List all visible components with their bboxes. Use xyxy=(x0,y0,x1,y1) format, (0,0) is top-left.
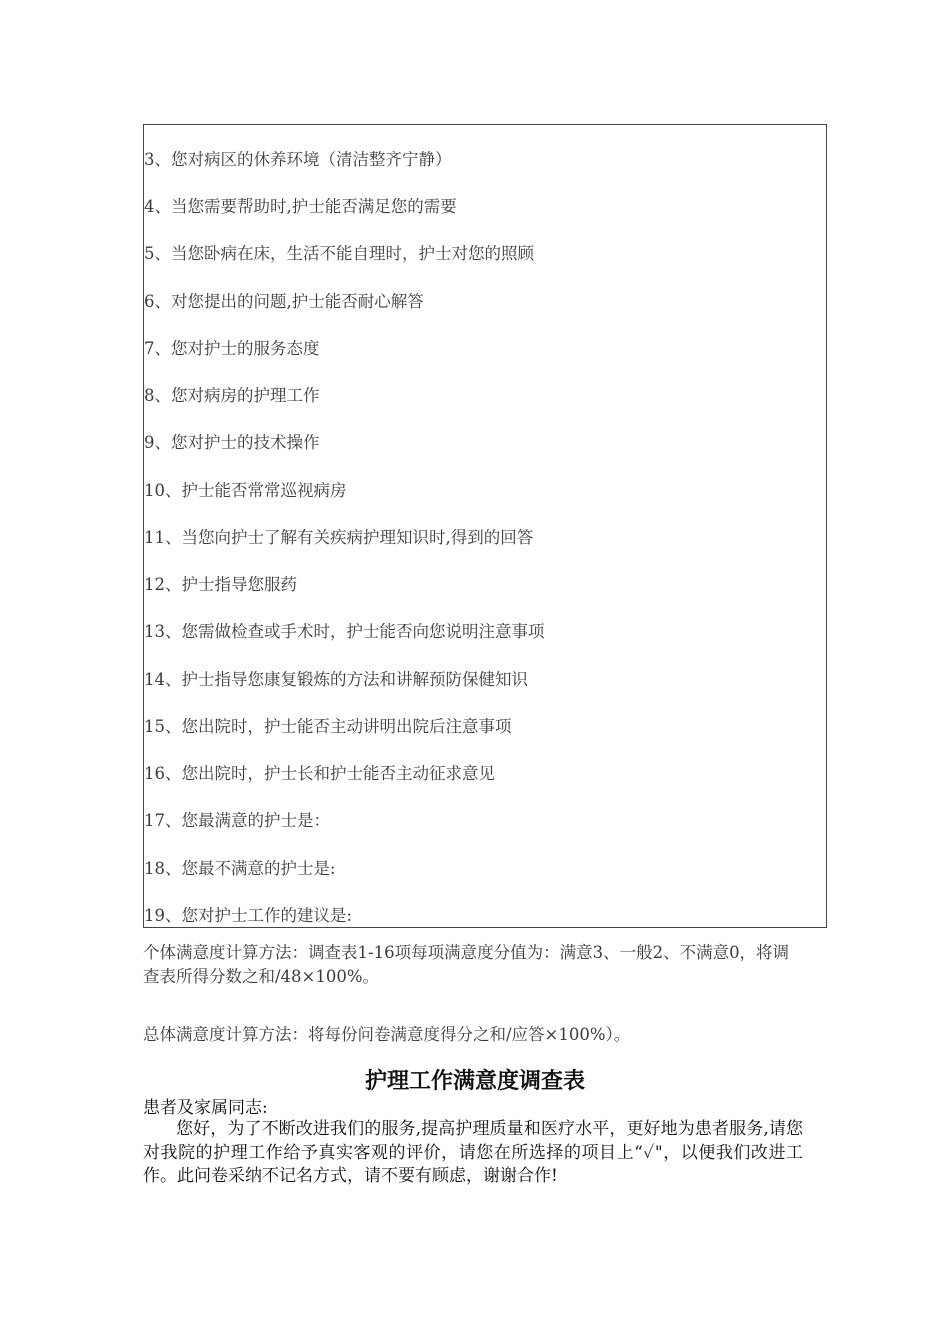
question-item: 9、您对护士的技术操作 xyxy=(144,433,320,452)
question-item: 18、您最不满意的护士是: xyxy=(144,859,336,878)
question-item: 14、护士指导您康复锻炼的方法和讲解预防保健知识 xyxy=(144,670,528,689)
question-item: 4、当您需要帮助时,护士能否满足您的需要 xyxy=(144,197,457,216)
question-item: 16、您出院时，护士长和护士能否主动征求意见 xyxy=(144,764,495,783)
form-title: 护理工作满意度调查表 xyxy=(364,1068,585,1094)
question-item: 7、您对护士的服务态度 xyxy=(144,339,320,358)
individual-satisfaction-method: 个体满意度计算方法：调查表1-16项每项满意度分值为：满意3、一般2、不满意0，将调查表所得分数之和/48×100%。 xyxy=(143,943,790,986)
question-item: 8、您对病房的护理工作 xyxy=(144,386,320,405)
question-item: 11、当您向护士了解有关疾病护理知识时,得到的回答 xyxy=(144,528,534,547)
question-item: 19、您对护士工作的建议是: xyxy=(144,906,353,925)
question-item: 10、护士能否常常巡视病房 xyxy=(144,481,347,500)
survey-question-table xyxy=(143,124,827,928)
question-item: 3、您对病区的休养环境（清洁整齐宁静） xyxy=(144,150,452,169)
question-item: 5、当您卧病在床，生活不能自理时，护士对您的照顾 xyxy=(144,244,534,263)
question-item: 12、护士指导您服药 xyxy=(144,575,297,594)
question-item: 13、您需做检查或手术时，护士能否向您说明注意事项 xyxy=(144,622,545,641)
question-item: 6、对您提出的问题,护士能否耐心解答 xyxy=(144,292,424,311)
question-item: 15、您出院时，护士能否主动讲明出院后注意事项 xyxy=(144,717,512,736)
overall-satisfaction-method: 总体满意度计算方法：将每份问卷满意度得分之和/应答×100%）。 xyxy=(143,1025,631,1044)
question-item: 17、您最满意的护士是： xyxy=(144,811,330,830)
greeting: 患者及家属同志: xyxy=(143,1098,268,1118)
intro-paragraph: 您好，为了不断改进我们的服务,提高护理质量和医疗水平，更好地为患者服务,请您对我院的护理工作给予真实客观的评价，请您在所选择的项目上“✓"，以便我们改进工作。此问卷采纳不记名方式，请不要有顾虑，谢谢合作! xyxy=(143,1119,803,1186)
